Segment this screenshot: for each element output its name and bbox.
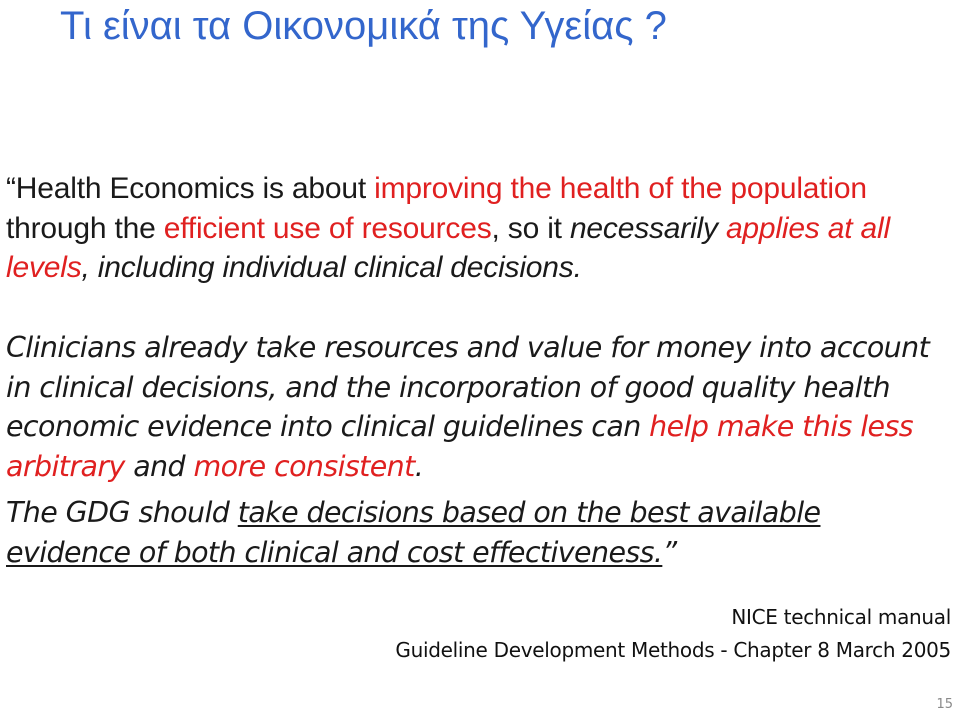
highlight-all-levels: applies at all levels xyxy=(6,211,890,284)
quote-text: and xyxy=(124,449,194,483)
highlight-improving-health: improving the health of the population xyxy=(374,172,867,205)
quote-text-italic: necessarily xyxy=(569,211,726,245)
quote-text: through the xyxy=(6,211,164,245)
quote-text: Clinicians already take resources and value for money into account in clinical decisions, and the incorporation of good quality health economic evidence into clinical guidelines can xyxy=(6,331,930,443)
highlight-less-arbitrary: help make this less arbitrary xyxy=(6,410,913,483)
highlight-more-consistent: more consistent xyxy=(193,449,415,483)
reference-line-1: NICE technical manual xyxy=(731,605,951,629)
closing-quote: ” xyxy=(662,535,677,569)
quote-text: “Health Economics is about xyxy=(6,172,375,205)
page-number: 15 xyxy=(936,697,953,712)
highlight-efficient-use: efficient use of resources xyxy=(163,211,492,245)
reference-line-2: Guideline Development Methods - Chapter 8 March 2005 xyxy=(395,638,951,662)
quote-paragraph-3 xyxy=(6,493,951,572)
quote-text-italic: , including individual clinical decisions. xyxy=(81,251,582,284)
quote-text: , so it xyxy=(491,211,570,245)
quote-text: . xyxy=(414,449,424,483)
slide-title: Τι είναι τα Οικονομικά της Υγείας ? xyxy=(60,4,667,48)
quote-paragraph-1 xyxy=(6,169,951,288)
quote-text: The GDG should xyxy=(6,496,238,529)
underlined-best-evidence: take decisions based on the best available evidence of both clinical and cost effectiveness. xyxy=(6,496,821,569)
quote-paragraph-2 xyxy=(6,328,951,486)
